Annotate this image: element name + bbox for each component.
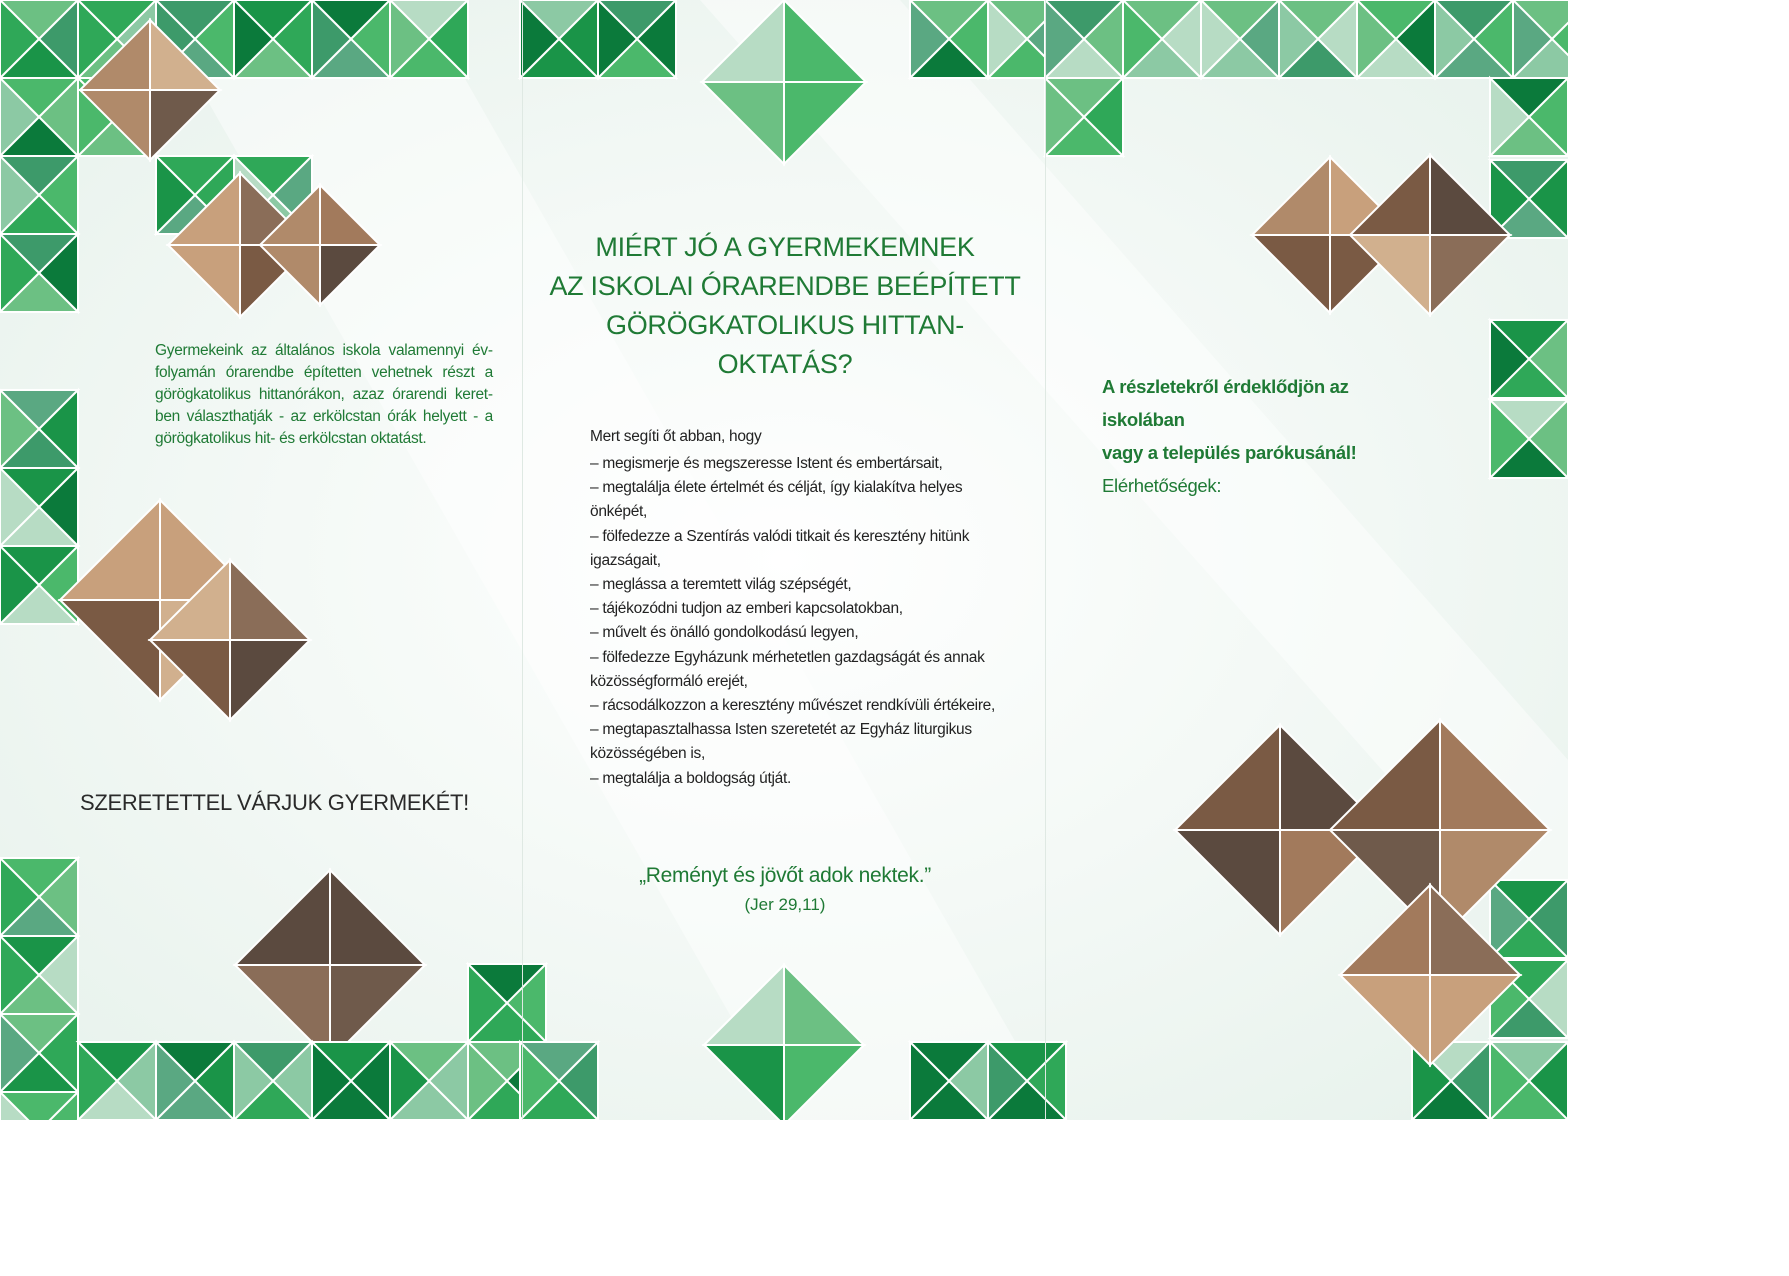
reason-item: – megtalálja élete értelmét és célját, így kialakítva helyes önképét, bbox=[590, 479, 963, 521]
photo-fragment bbox=[1175, 725, 1280, 830]
photo-fragment bbox=[168, 245, 240, 317]
reason-item: – fölfedezze Egyházunk mérhetetlen gazdagságát és annak közösségformáló erejét, bbox=[590, 648, 985, 690]
photo-fragment bbox=[60, 600, 160, 700]
reason-item: – megismerje és megszeresse Istent és embertársait, bbox=[590, 455, 943, 472]
reason-item: – tájékozódni tudjon az emberi kapcsolatokban, bbox=[590, 600, 903, 618]
photo-fragment bbox=[1175, 830, 1280, 935]
panel-divider-left bbox=[522, 0, 523, 1120]
reason-item: – megtalálja a boldogság útját. bbox=[590, 769, 791, 787]
mosaic-triangle bbox=[702, 82, 784, 164]
photo-fragment bbox=[1340, 885, 1430, 975]
heading-line-2: AZ ISKOLAI ÓRARENDBE BEÉPÍTETT bbox=[549, 271, 1021, 301]
reasons-list bbox=[590, 452, 1020, 791]
contacts-label: Elérhetőségek: bbox=[1102, 475, 1222, 496]
info-line-2: vagy a település parókusánál! bbox=[1102, 442, 1357, 463]
photo-fragment bbox=[235, 870, 330, 965]
info-line-1: A részletekről érdeklődjön az iskolában bbox=[1102, 376, 1349, 430]
heading-line-3: GÖRÖGKATOLIKUS HITTAN-OKTATÁS? bbox=[606, 310, 964, 379]
reason-item: – megtapasztalhassa Isten szeretetét az Egyház liturgikus közösségében is, bbox=[590, 721, 972, 763]
photo-fragment bbox=[150, 90, 220, 160]
photo-fragment bbox=[330, 870, 425, 965]
reason-item: – rácsodálkozzon a keresztény művészet rendkívüli értékeire, bbox=[590, 697, 996, 715]
reason-item: – művelt és önálló gondolkodású legyen, bbox=[590, 624, 859, 642]
photo-fragment bbox=[230, 560, 310, 640]
bible-quote: „Reményt és jövőt adok nektek.” bbox=[639, 864, 931, 887]
left-description: Gyermekeink az általános iskola valamennyi évfolyamán órarendbe építetten vehetnek részt a görögkatolikus hittanórákon, azaz órarendi keretben választhatják - az erkölcstan órák helyett - a görögkatolikus hit- és erkölcstan oktatást. bbox=[155, 342, 493, 447]
reasons-intro: Mert segíti őt abban, hogy bbox=[590, 428, 762, 445]
reason-item: – meglássa a teremtett világ szépségét, bbox=[590, 576, 852, 594]
photo-fragment bbox=[1252, 157, 1330, 235]
bible-reference: (Jer 29,11) bbox=[744, 895, 826, 914]
heading-line-1: MIÉRT JÓ A GYERMEKEMNEK bbox=[595, 232, 975, 262]
contact-info bbox=[1102, 370, 1402, 502]
photo-fragment bbox=[230, 640, 310, 720]
photo-fragment bbox=[1430, 235, 1510, 315]
panel-divider-right bbox=[1045, 0, 1046, 1120]
center-heading bbox=[540, 228, 1030, 384]
mosaic-triangle bbox=[704, 1045, 784, 1120]
reason-item: – fölfedezze a Szentírás valódi titkait és keresztény hitünk igazságait, bbox=[590, 527, 970, 569]
welcome-slogan: SZERETETTEL VÁRJUK GYERMEKÉT! bbox=[80, 790, 469, 815]
photo-fragment bbox=[1252, 235, 1330, 313]
photo-fragment bbox=[1340, 975, 1430, 1065]
